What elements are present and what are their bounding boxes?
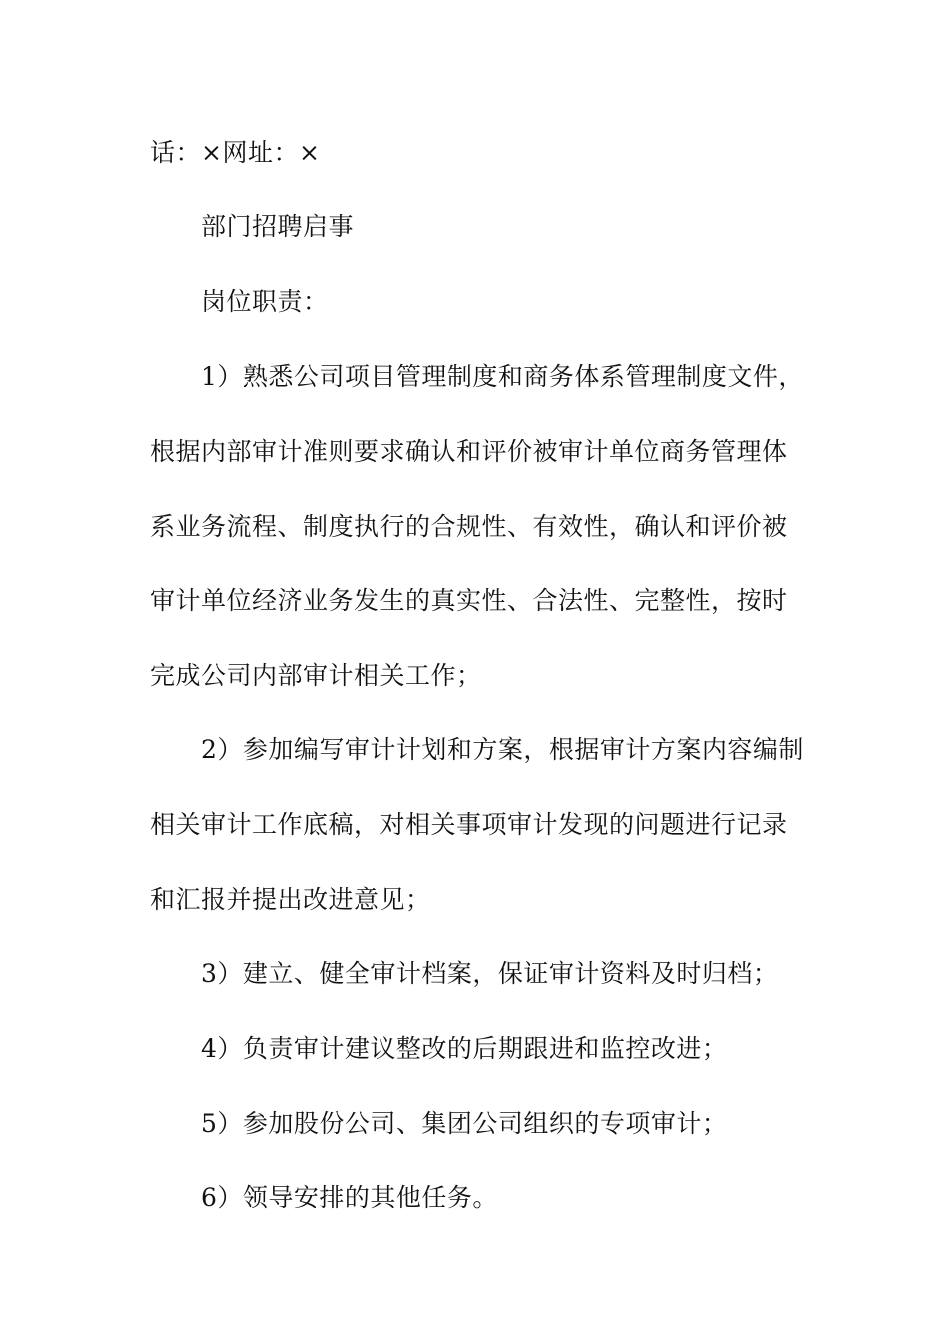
paragraph-line: 完成公司内部审计相关工作； — [150, 661, 482, 690]
paragraph-line: 系业务流程、制度执行的合规性、有效性，确认和评价被 — [150, 512, 788, 541]
paragraph-line: 根据内部审计准则要求确认和评价被审计单位商务管理体 — [150, 437, 788, 466]
paragraph-line: 4）负责审计建议整改的后期跟进和监控改进； — [201, 1034, 728, 1063]
paragraph-line: 1）熟悉公司项目管理制度和商务体系管理制度文件， — [201, 362, 804, 391]
paragraph-line: 5）参加股份公司、集团公司组织的专项审计； — [201, 1109, 728, 1138]
section-title: 部门招聘启事 — [201, 212, 355, 241]
paragraph-line: 3）建立、健全审计档案，保证审计资料及时归档； — [201, 959, 779, 988]
contact-line: 话：×网址：× — [150, 138, 321, 167]
paragraph-line: 相关审计工作底稿，对相关事项审计发现的问题进行记录 — [150, 810, 788, 839]
paragraph-line: 和汇报并提出改进意见； — [150, 885, 431, 914]
duties-heading: 岗位职责： — [201, 287, 329, 316]
paragraph-line: 2）参加编写审计计划和方案，根据审计方案内容编制 — [201, 735, 804, 764]
paragraph-line: 6）领导安排的其他任务。 — [201, 1183, 498, 1212]
paragraph-line: 审计单位经济业务发生的真实性、合法性、完整性，按时 — [150, 586, 788, 615]
